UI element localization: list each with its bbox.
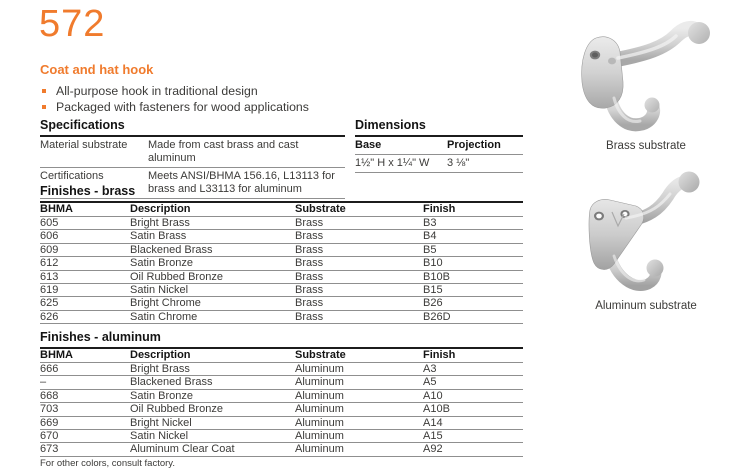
cell-description: Satin Nickel xyxy=(130,430,189,443)
cell-bhma: 626 xyxy=(40,310,59,323)
cell-finish: B10 xyxy=(423,257,443,270)
cell-finish: A15 xyxy=(423,430,443,443)
footnote: For other colors, consult factory. xyxy=(40,458,175,469)
cell-finish: B10B xyxy=(423,270,450,283)
cell-description: Satin Bronze xyxy=(130,389,193,402)
coat-hook-illustration xyxy=(562,168,730,296)
aluminum-photo-caption: Aluminum substrate xyxy=(595,300,697,312)
finish-row xyxy=(40,376,523,389)
feature-item xyxy=(40,83,309,99)
finish-row xyxy=(40,363,523,376)
cell-description: Bright Brass xyxy=(130,217,190,229)
spec-label: Material substrate xyxy=(40,139,128,151)
cell-substrate: Aluminum xyxy=(295,403,344,416)
cell-description: Bright Brass xyxy=(130,363,190,375)
finish-row xyxy=(40,430,523,443)
cell-description: Bright Nickel xyxy=(130,416,192,429)
feature-item xyxy=(40,99,309,115)
cell-substrate: Aluminum xyxy=(295,443,344,456)
cell-description: Blackened Brass xyxy=(130,376,213,389)
bullet-square-icon xyxy=(42,105,46,109)
cell-finish: A10 xyxy=(423,389,443,402)
finish-row xyxy=(40,311,523,324)
spec-value: Made from cast brass and cast aluminum xyxy=(148,139,299,164)
dimension-base-value: 1½" H x 1¼" W xyxy=(355,157,430,169)
spec-row xyxy=(40,137,345,168)
cell-finish: B3 xyxy=(423,217,437,229)
cell-bhma: 619 xyxy=(40,284,59,297)
cell-bhma: 703 xyxy=(40,403,59,416)
cell-substrate: Aluminum xyxy=(295,430,344,443)
cell-finish: A5 xyxy=(423,376,437,389)
dimensions-col-base: Base xyxy=(355,139,382,151)
cell-finish: B15 xyxy=(423,284,443,297)
finish-row xyxy=(40,244,523,257)
cell-substrate: Aluminum xyxy=(295,376,344,389)
dimension-projection-value: 3 ⅛" xyxy=(447,157,470,169)
finishes-brass-header-row xyxy=(40,203,523,217)
cell-bhma: 625 xyxy=(40,297,59,310)
cell-substrate: Brass xyxy=(295,230,324,243)
cell-finish: A10B xyxy=(423,403,450,416)
coat-hook-illustration xyxy=(562,8,730,136)
finishes-brass-section xyxy=(40,185,523,324)
cell-bhma: 670 xyxy=(40,430,59,443)
cell-finish: A14 xyxy=(423,416,443,429)
specifications-title: Specifications xyxy=(40,119,345,137)
finishes-aluminum-title: Finishes - aluminum xyxy=(40,331,523,349)
cell-bhma: 668 xyxy=(40,389,59,402)
product-number: 572 xyxy=(39,3,106,45)
bullet-square-icon xyxy=(42,89,46,93)
finish-row xyxy=(40,443,523,456)
cell-bhma: 605 xyxy=(40,217,59,229)
cell-substrate: Brass xyxy=(295,257,324,270)
col-finish: Finish xyxy=(423,203,456,215)
finish-row xyxy=(40,230,523,243)
dimensions-col-projection: Projection xyxy=(447,139,501,151)
dimensions-title: Dimensions xyxy=(355,119,523,137)
brass-photo-caption: Brass substrate xyxy=(606,140,686,152)
cell-substrate: Aluminum xyxy=(295,389,344,402)
cell-substrate: Aluminum xyxy=(295,363,344,375)
cell-description: Blackened Brass xyxy=(130,243,213,256)
cell-description: Bright Chrome xyxy=(130,297,201,310)
aluminum-hook-photo xyxy=(562,168,730,312)
col-bhma: BHMA xyxy=(40,349,73,361)
col-bhma: BHMA xyxy=(40,203,73,215)
product-name: Coat and hat hook xyxy=(40,62,154,77)
cell-description: Satin Chrome xyxy=(130,310,198,323)
cell-substrate: Brass xyxy=(295,284,324,297)
dimensions-header-row xyxy=(355,137,523,155)
col-description: Description xyxy=(130,349,191,361)
cell-finish: B26 xyxy=(423,297,443,310)
cell-bhma: 609 xyxy=(40,243,59,256)
finishes-aluminum-header-row xyxy=(40,349,523,363)
feature-list xyxy=(40,83,309,115)
col-substrate: Substrate xyxy=(295,203,346,215)
cell-description: Satin Nickel xyxy=(130,284,189,297)
feature-text: All-purpose hook in traditional design xyxy=(56,84,258,98)
cell-finish: B5 xyxy=(423,243,437,256)
finishes-brass-table-body xyxy=(40,217,523,324)
finish-row xyxy=(40,390,523,403)
finish-row xyxy=(40,217,523,230)
col-substrate: Substrate xyxy=(295,349,346,361)
cell-substrate: Brass xyxy=(295,270,324,283)
cell-bhma: 613 xyxy=(40,270,59,283)
cell-finish: B26D xyxy=(423,310,451,323)
finish-row xyxy=(40,257,523,270)
cell-bhma: 606 xyxy=(40,230,59,243)
col-description: Description xyxy=(130,203,191,215)
cell-description: Oil Rubbed Bronze xyxy=(130,270,223,283)
cell-finish: B4 xyxy=(423,230,437,243)
cell-bhma: 673 xyxy=(40,443,59,456)
cell-substrate: Aluminum xyxy=(295,416,344,429)
dimensions-value-row xyxy=(355,155,523,173)
cell-bhma: 669 xyxy=(40,416,59,429)
cell-substrate: Brass xyxy=(295,243,324,256)
finishes-aluminum-table-body xyxy=(40,363,523,457)
spec-label: Certifications xyxy=(40,170,104,182)
spec-value: Meets ANSI/BHMA 156.16, L13113 for brass and L33113 for aluminum xyxy=(148,170,335,195)
dimensions-section xyxy=(355,119,523,173)
finish-row xyxy=(40,417,523,430)
cell-bhma: 612 xyxy=(40,257,59,270)
cell-bhma: – xyxy=(40,376,47,389)
finish-row xyxy=(40,403,523,416)
cell-finish: A3 xyxy=(423,363,437,375)
cell-substrate: Brass xyxy=(295,297,324,310)
cell-description: Aluminum Clear Coat xyxy=(130,443,235,456)
cell-substrate: Brass xyxy=(295,310,324,323)
finishes-brass-title: Finishes - brass xyxy=(40,185,523,203)
cell-description: Satin Brass xyxy=(130,230,187,243)
cell-description: Satin Bronze xyxy=(130,257,193,270)
cell-description: Oil Rubbed Bronze xyxy=(130,403,223,416)
brass-hook-photo xyxy=(562,8,730,152)
cell-bhma: 666 xyxy=(40,363,59,375)
finish-row xyxy=(40,297,523,310)
feature-text: Packaged with fasteners for wood applications xyxy=(56,100,309,114)
cell-finish: A92 xyxy=(423,443,443,456)
finish-row xyxy=(40,284,523,297)
col-finish: Finish xyxy=(423,349,456,361)
finish-row xyxy=(40,271,523,284)
cell-substrate: Brass xyxy=(295,217,324,229)
finishes-aluminum-section xyxy=(40,331,523,457)
